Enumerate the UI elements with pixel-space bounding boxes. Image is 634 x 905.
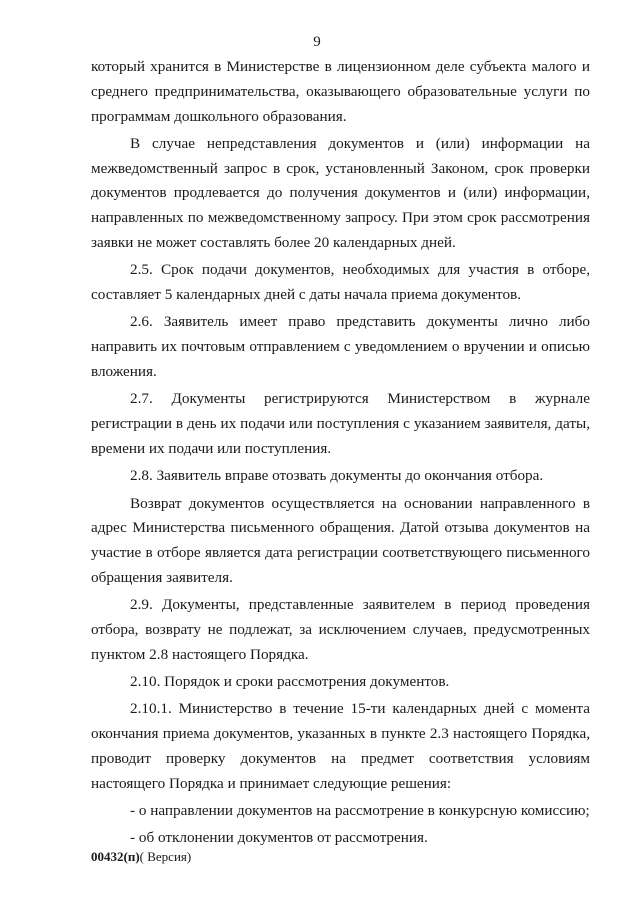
paragraph-2-6: 2.6. Заявитель имеет право представить документы лично либо направить их почтовым отправлением с уведомлением о вручении и описью вложения. — [91, 313, 590, 381]
paragraph-2-9: 2.9. Документы, представленные заявителем в период проведения отбора, возврату не подлежат, за исключением случаев, предусмотренных пунктом 2.8 настоящего Порядка. — [91, 596, 590, 663]
paragraph-2-8: 2.8. Заявитель вправе отозвать документы до окончания отбора. — [130, 467, 544, 485]
paragraph-continuation: который хранится в Министерстве в лицензионном деле субъекта малого и среднего предпринимательства, оказывающего образовательные услуги по программам дошкольного образования. — [91, 58, 590, 125]
paragraph-missing-documents: В случае непредставления документов и (или) информации на межведомственный запрос в срок, установленный Законом, срок проверки документов продлевается до получения документов и (или) информации, направленных по межведомственному запросу. При этом срок рассмотрения заявки не может составлять более 20 календарных дней. — [91, 134, 590, 252]
paragraph-2-10-1: 2.10.1. Министерство в течение 15-ти календарных дней с момента окончания приема документов, указанных в пункте 2.3 настоящего Порядка, проводит проверку документов на предмет соответствия условиям настоящего Порядка и принимает следующие решения: — [91, 700, 590, 792]
page-number: 9 — [313, 34, 321, 50]
paragraph-2-7: 2.7. Документы регистрируются Министерством в журнале регистрации в день их подачи или поступления с указанием заявителя, даты, времени их подачи или поступления. — [91, 390, 590, 457]
document-body — [91, 55, 590, 854]
document-code: 00432(п) — [91, 849, 140, 864]
document-version: ( Версия) — [139, 849, 192, 864]
list-item-send-to-commission: - о направлении документов на рассмотрение в конкурсную комиссию; — [130, 802, 590, 820]
paragraph-2-10: 2.10. Порядок и сроки рассмотрения документов. — [130, 673, 450, 691]
document-footer — [91, 849, 191, 865]
paragraph-document-return: Возврат документов осуществляется на основании направленного в адрес Министерства письменного обращения. Датой отзыва документов на участие в отборе является дата регистрации соответствующего письменного обращения заявителя. — [91, 494, 590, 586]
paragraph-2-5: 2.5. Срок подачи документов, необходимых для участия в отборе, составляет 5 календарных дней с даты начала приема документов. — [91, 261, 590, 304]
list-item-reject-documents: - об отклонении документов от рассмотрения. — [130, 829, 428, 847]
